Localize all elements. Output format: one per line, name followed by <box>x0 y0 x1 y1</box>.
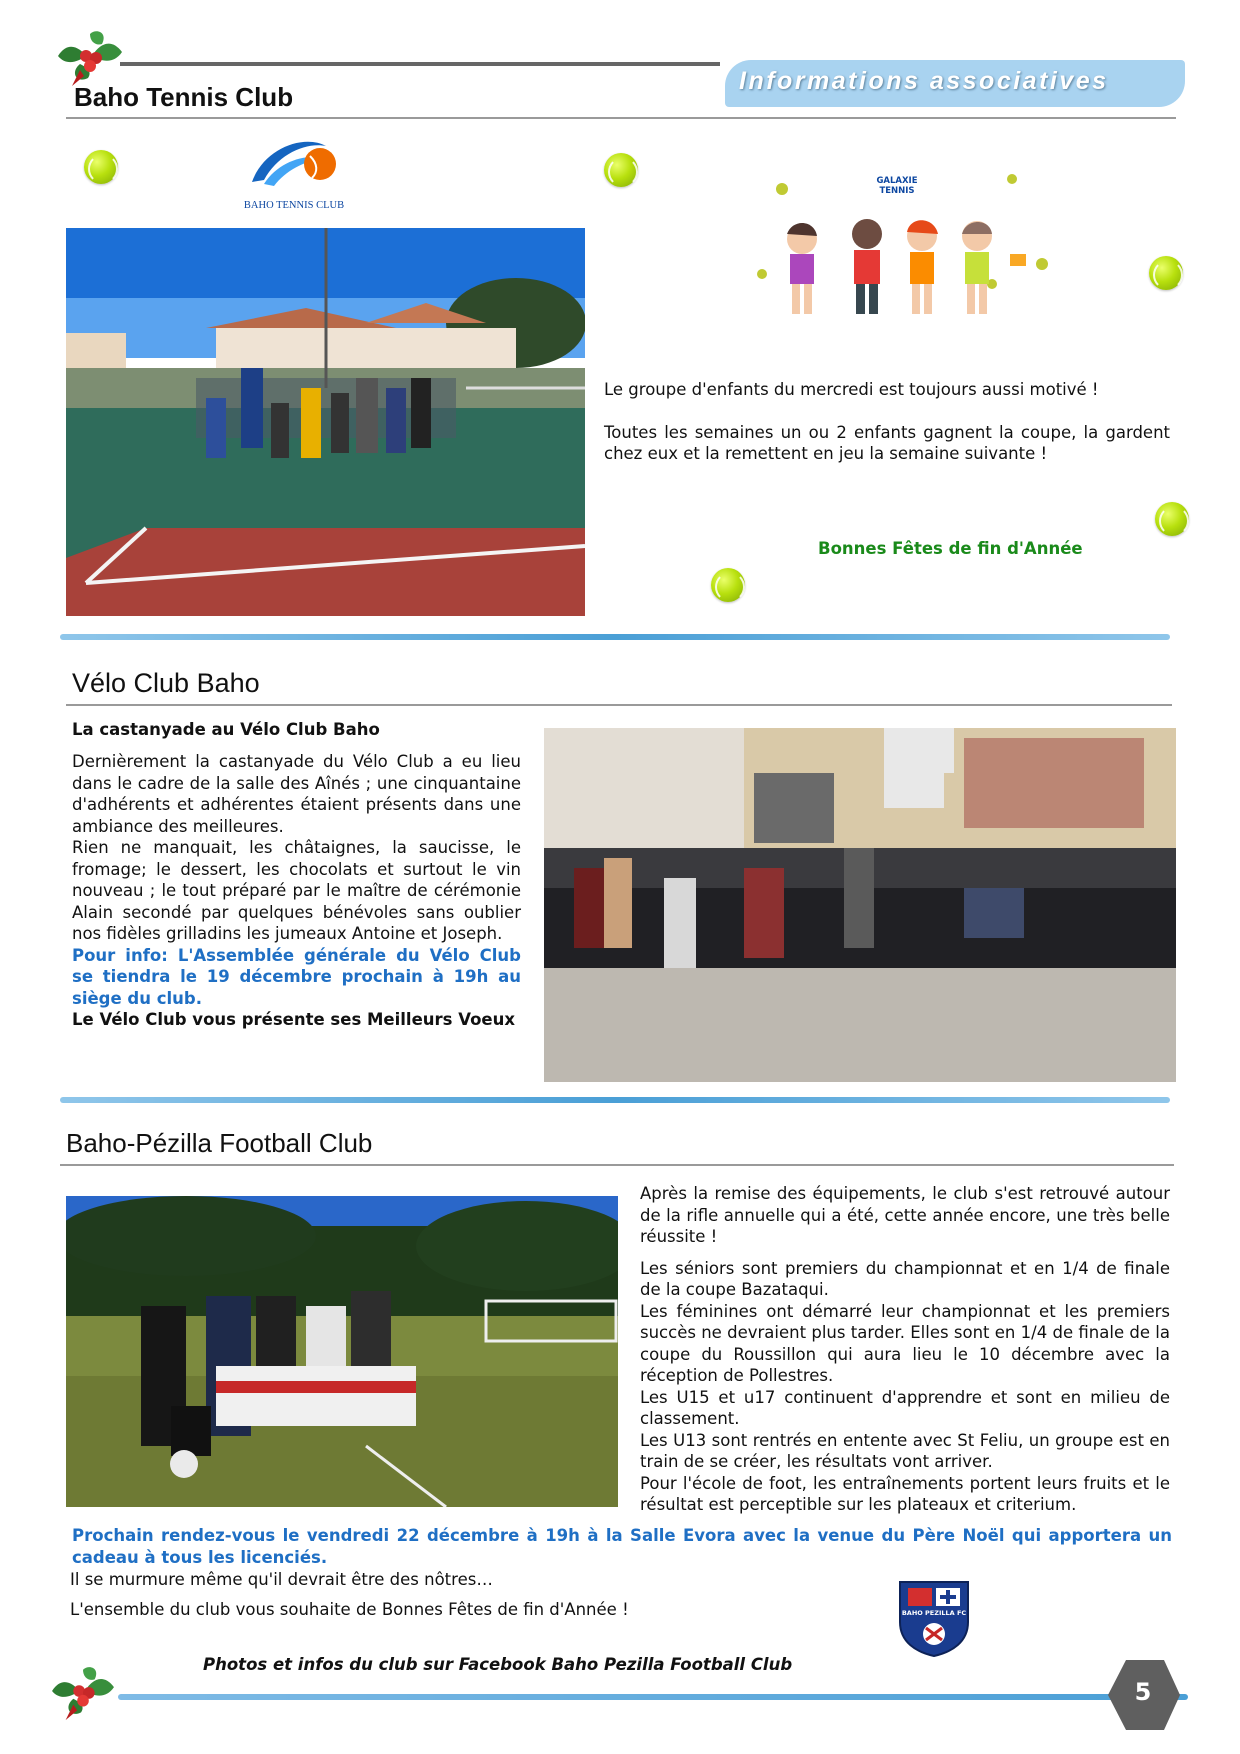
footer-facebook: Photos et infos du club sur Facebook Baho Pezilla Football Club <box>203 1655 793 1674</box>
football-paragraph-2: Les séniors sont premiers du championnat et en 1/4 de finale de la coupe Bazataqui. <box>640 1258 1170 1299</box>
tennis-paragraph-1: Le groupe d'enfants du mercredi est toujours aussi motivé ! <box>604 380 1099 399</box>
footer-blue-rule <box>118 1694 1188 1700</box>
football-announcement: Prochain rendez-vous le vendredi 22 décembre à 19h à la Salle Evora avec la venue du Père Noël qui apportera un cadeau à tous les licenciés. <box>72 1526 1172 1567</box>
tennis-ball-icon <box>1155 502 1189 536</box>
tennis-kids-photo <box>66 228 585 616</box>
football-team-photo <box>66 1196 618 1507</box>
football-paragraph-6: Pour l'école de foot, les entraînements portent leurs fruits et le résultat est perceptible sur les plateaux et criterium. <box>640 1473 1170 1514</box>
section-divider <box>60 634 1170 640</box>
page-number-badge <box>1104 1656 1182 1734</box>
tennis-ball-icon <box>1149 256 1183 290</box>
football-rumor: Il se murmure même qu'il devrait être des nôtres… <box>70 1570 493 1589</box>
velo-paragraph-1: Dernièrement la castanyade du Vélo Club a eu lieu dans le cadre de la salle des Aînés ; une cinquantaine d'adhérents et adhérentes étaient présents dans une ambiance des meilleures. <box>72 752 521 836</box>
tennis-ball-icon <box>711 568 745 602</box>
tennis-text <box>604 379 1170 465</box>
football-wishes: L'ensemble du club vous souhaite de Bonnes Fêtes de fin d'Année ! <box>70 1600 629 1619</box>
football-paragraph-4: Les U15 et u17 continuent d'apprendre et sont en milieu de classement. <box>640 1387 1170 1428</box>
galaxie-tennis-illustration <box>742 154 1062 334</box>
football-title: Baho-Pézilla Football Club <box>66 1128 373 1158</box>
section-divider <box>60 1097 1170 1103</box>
baho-tennis-logo <box>234 128 354 220</box>
football-title-rule <box>60 1164 1174 1166</box>
tennis-greeting: Bonnes Fêtes de fin d'Année <box>818 539 1083 558</box>
baho-pezilla-fc-crest <box>894 1576 974 1658</box>
football-paragraph-5: Les U13 sont rentrés en entente avec St Feliu, un groupe est en train de se créer, les résultats vont arriver. <box>640 1430 1170 1471</box>
football-paragraph-3: Les féminines ont démarré leur championnat et les premiers succès ne devraient plus tarder. Elles sont en 1/4 de finale de la coupe du Roussillon qui aura lieu le 10 décembre avec la réception de Pollestres. <box>640 1301 1170 1385</box>
tennis-ball-icon <box>84 150 118 184</box>
velo-title: Vélo Club Baho <box>72 668 260 698</box>
tennis-title: Baho Tennis Club <box>74 82 294 112</box>
galaxie-logo-text <box>867 176 927 196</box>
holly-bottom-icon <box>44 1662 122 1722</box>
galaxie-line2: TENNIS <box>879 186 915 196</box>
header-banner-text: Informations associatives <box>739 67 1109 95</box>
crest-text: BAHO PEZILLA FC <box>901 1609 967 1617</box>
tennis-ball-icon <box>604 153 638 187</box>
velo-wishes: Le Vélo Club vous présente ses Meilleurs Voeux <box>72 1010 516 1029</box>
football-text <box>640 1183 1170 1516</box>
velo-group-photo <box>544 728 1176 1082</box>
tennis-paragraph-2: Toutes les semaines un ou 2 enfants gagnent la coupe, la gardent chez eux et la remettent en jeu la semaine suivante ! <box>604 422 1170 463</box>
holly-top-icon <box>50 26 130 88</box>
page-number: 5 <box>1134 1678 1152 1706</box>
velo-subtitle: La castanyade au Vélo Club Baho <box>72 720 380 739</box>
velo-paragraph-2: Rien ne manquait, les châtaignes, la saucisse, le fromage; le dessert, les chocolats et surtout le vin nouveau ; le tout préparé par le maître de cérémonie Alain secondé par quelques bénévoles sans oublier nos fidèles grilladins les jumeaux Antoine et Joseph. <box>72 838 521 943</box>
velo-text <box>72 751 521 1031</box>
tennis-title-rule <box>66 117 1176 119</box>
galaxie-line1: GALAXIE <box>876 176 918 186</box>
header-dark-rule <box>120 62 720 66</box>
header-banner <box>725 60 1185 107</box>
football-paragraph-1: Après la remise des équipements, le club s'est retrouvé autour de la rifle annuelle qui a été, cette année encore, une très belle réussite ! <box>640 1184 1170 1246</box>
velo-info: Pour info: L'Assemblée générale du Vélo Club se tiendra le 19 décembre prochain à 19h au siège du club. <box>72 945 521 1008</box>
baho-tennis-logo-text: BAHO TENNIS CLUB <box>243 200 345 211</box>
velo-title-rule <box>66 704 1172 706</box>
